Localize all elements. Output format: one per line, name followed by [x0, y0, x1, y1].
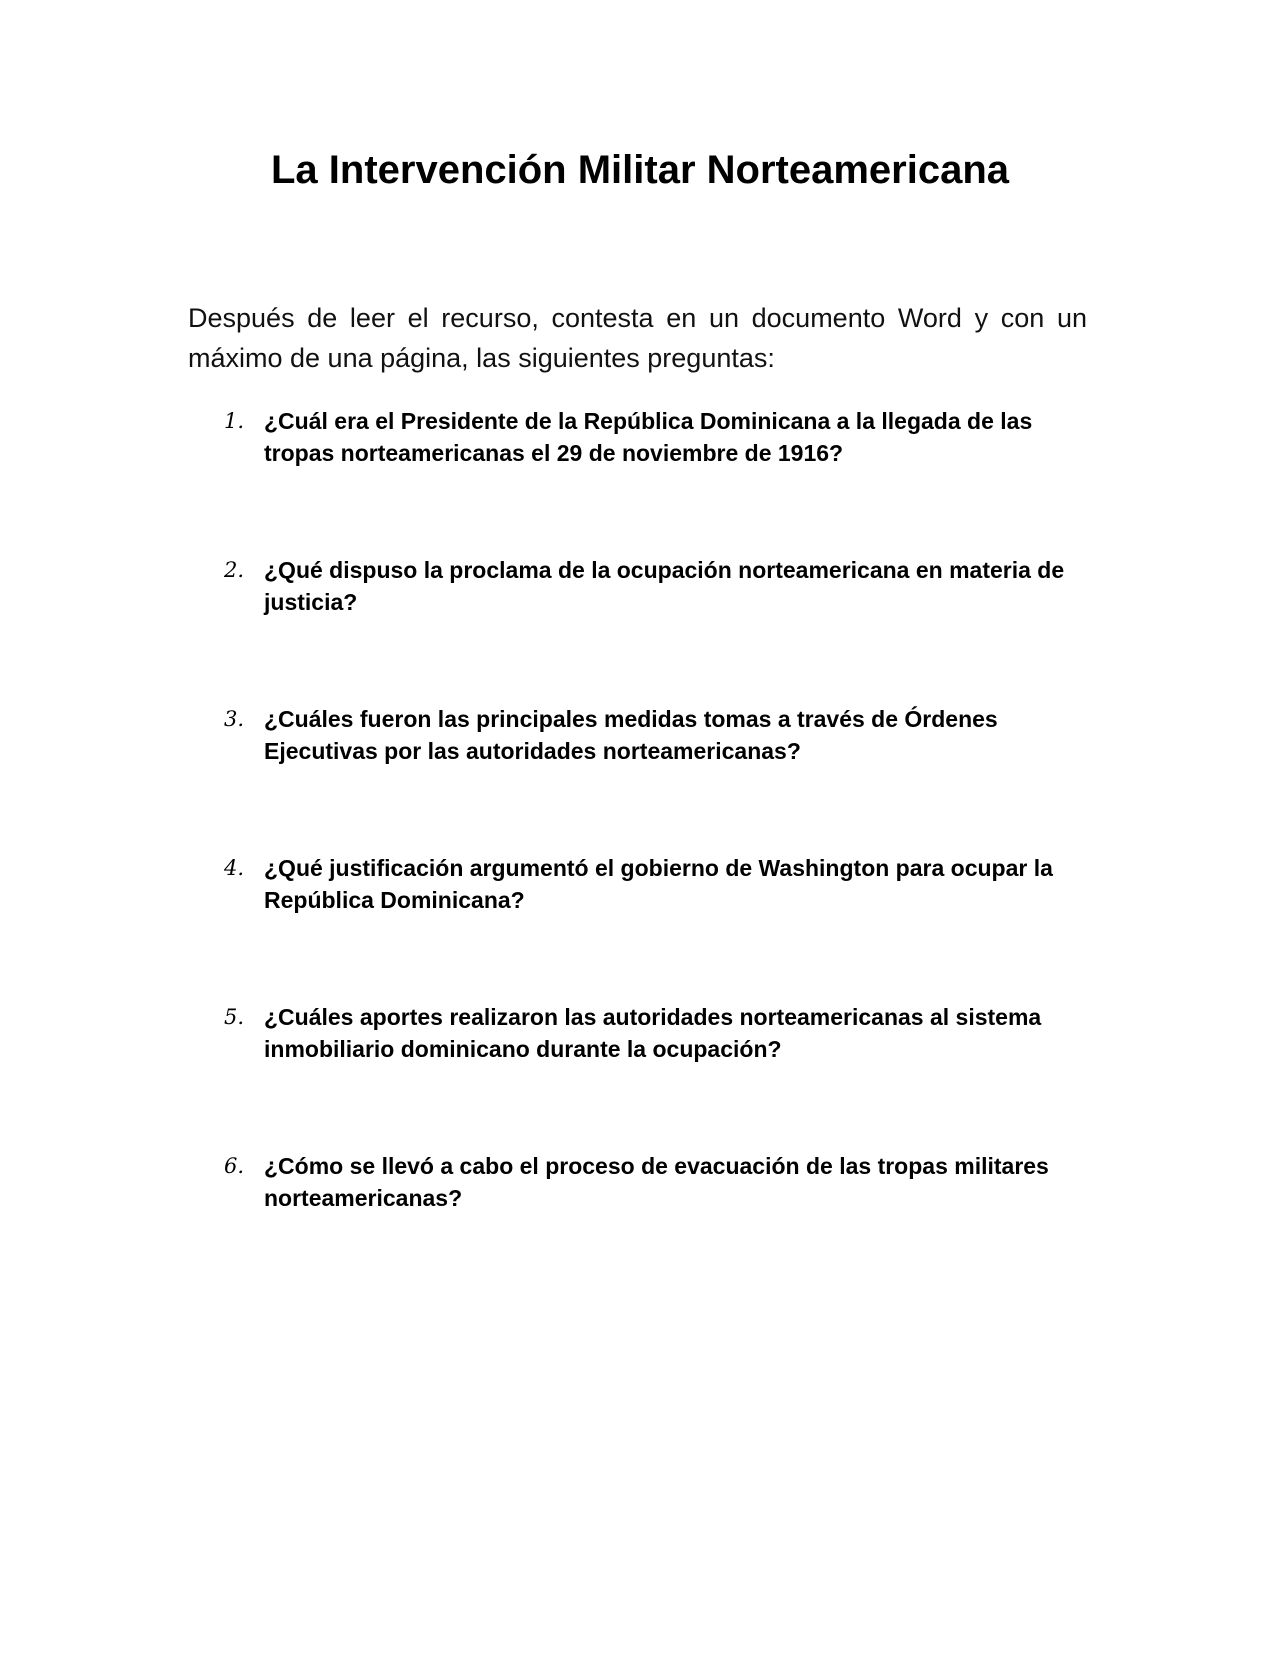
question-text: ¿Qué justificación argumentó el gobierno de Washington para ocupar la República Dominicana? [264, 855, 1053, 913]
instructions-paragraph: Después de leer el recurso, contesta en un documento Word y con un máximo de una página, las siguientes preguntas: [188, 303, 1087, 373]
question-text: ¿Cuál era el Presidente de la República Dominicana a la llegada de las tropas norteamericanas el 29 de noviembre de 1916? [264, 408, 1033, 466]
question-number: 3. [224, 707, 245, 731]
question-number: 4. [224, 856, 245, 880]
question-number: 5. [224, 1005, 245, 1029]
question-number: 6. [224, 1154, 245, 1178]
document-title: La Intervención Militar Norteamericana [270, 148, 1009, 192]
question-number: 1. [224, 409, 245, 433]
question-text: ¿Qué dispuso la proclama de la ocupación norteamericana en materia de justicia? [264, 557, 1065, 615]
question-text: ¿Cómo se llevó a cabo el proceso de evacuación de las tropas militares norteamericanas? [264, 1153, 1049, 1211]
question-number: 2. [224, 558, 245, 582]
question-text: ¿Cuáles aportes realizaron las autoridades norteamericanas al sistema inmobiliario dominicano durante la ocupación? [264, 1004, 1042, 1062]
question-text: ¿Cuáles fueron las principales medidas tomas a través de Órdenes Ejecutivas por las autoridades norteamericanas? [264, 706, 998, 764]
